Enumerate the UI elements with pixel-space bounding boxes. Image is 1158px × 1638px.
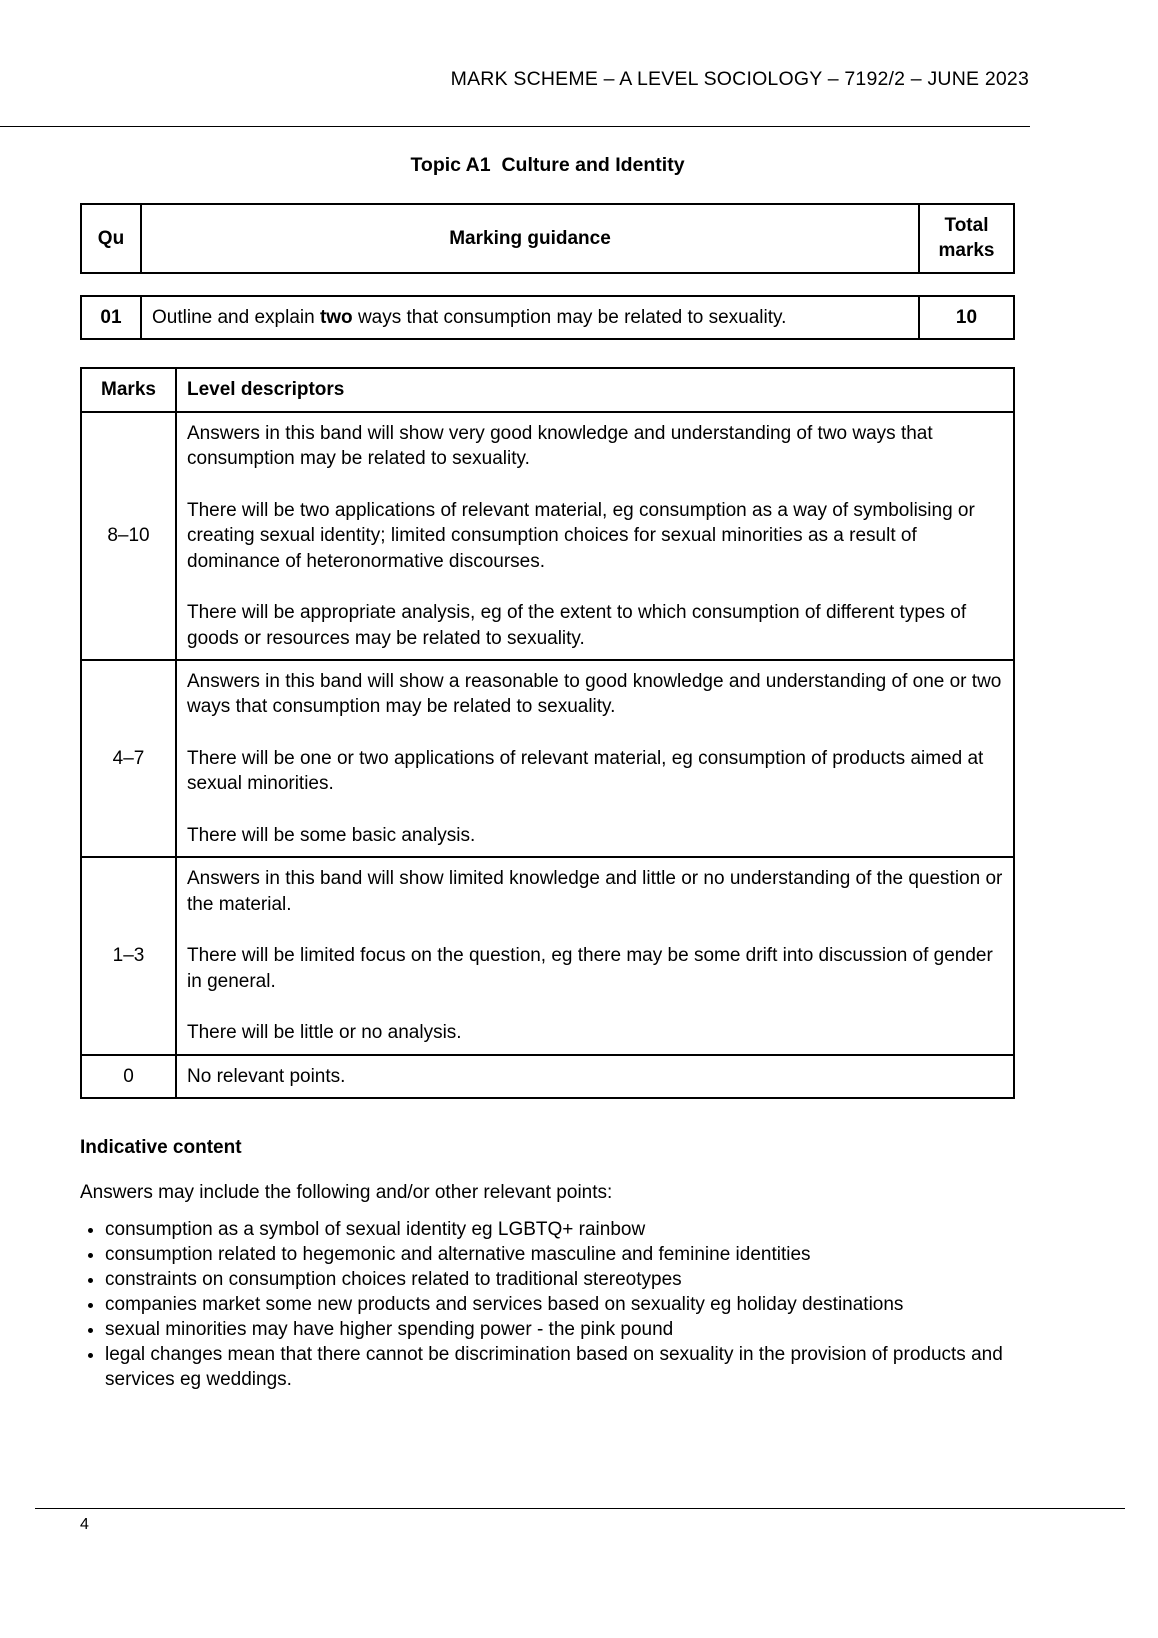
question-text-cell [141,296,919,339]
level-descriptor [176,857,1014,1054]
descriptor-paragraph: Answers in this band will show very good knowledge and understanding of two ways that consumption may be related to sexuality. [187,422,933,470]
indicative-bullet: • legal changes mean that there cannot be discrimination based on sexuality in the provision of products and services eg weddings. [105,1342,1015,1392]
level-row-0 [81,1055,1014,1098]
level-descriptor [176,412,1014,660]
level-row-4-7 [81,660,1014,857]
descriptor-paragraph: There will be limited focus on the question, eg there may be some drift into discussion of gender in general. [187,945,993,992]
level-row-8-10 [81,412,1014,660]
descriptor-paragraph: There will be two applications of relevant material, eg consumption as a way of symbolising or creating sexual identity; limited consumption choices for sexual minorities as a result of dominance of heteronormative discourses. [187,499,975,572]
marks-header-cell: Marks [81,368,176,411]
header-title: MARK SCHEME – A LEVEL SOCIOLOGY – 7192/2 – JUNE 2023 [450,68,1029,90]
topic-title: Topic A1 Culture and Identity [410,154,685,176]
level-descriptor [176,1055,1014,1098]
level-marks: 8–10 [81,412,176,660]
question-table [80,295,1015,340]
marking-guidance-header-cell: Marking guidance [141,204,919,273]
descriptor-paragraph: There will be one or two applications of relevant material, eg consumption of products aimed at sexual minorities. [187,747,984,795]
question-number-cell: 01 [81,296,141,339]
level-descriptors-table [80,367,1015,1099]
descriptor-paragraph: Answers in this band will show limited knowledge and little or no understanding of the question or the material. [187,868,1003,915]
level-marks: 0 [81,1055,176,1098]
indicative-bullet: • consumption related to hegemonic and alternative masculine and feminine identities [105,1242,1015,1267]
descriptor-paragraph: Answers in this band will show a reasonable to good knowledge and understanding of one or two ways that consumption may be related to sexuality. [187,670,1002,718]
guidance-header-row [81,204,1014,273]
question-row [81,296,1014,339]
descriptor-paragraph: There will be little or no analysis. [187,1022,462,1044]
descriptor-paragraph: There will be some basic analysis. [187,824,476,846]
total-marks-header-cell: Total marks [919,204,1014,273]
question-text-suffix: ways that consumption may be related to sexuality. [352,306,787,328]
question-total-marks-cell: 10 [919,296,1014,339]
level-marks: 4–7 [81,660,176,857]
footer-rule [35,1508,1125,1509]
indicative-bullet-list [80,1217,1015,1393]
indicative-bullet: • constraints on consumption choices related to traditional stereotypes [105,1267,1015,1292]
level-row-1-3 [81,857,1014,1054]
question-text-bold: two [319,306,353,328]
document-header [80,68,1029,91]
descriptor-paragraph: There will be appropriate analysis, eg of the extent to which consumption of different types of goods or resources may be related to sexuality. [187,602,967,649]
indicative-bullet: • companies market some new products and services based on sexuality eg holiday destinations [105,1292,1015,1317]
header-rule [0,126,1030,127]
marking-guidance-header-table [80,203,1015,274]
level-marks: 1–3 [81,857,176,1054]
indicative-bullet: • consumption as a symbol of sexual identity eg LGBTQ+ rainbow [105,1217,1015,1242]
levels-header-row [81,368,1014,411]
indicative-intro: Answers may include the following and/or other relevant points: [80,1181,613,1203]
indicative-content-heading: Indicative content [80,1136,242,1158]
question-text-prefix: Outline and explain [152,306,320,328]
descriptor-paragraph: No relevant points. [187,1065,346,1087]
page-number: 4 [80,1516,89,1533]
qu-header-cell: Qu [81,204,141,273]
level-descriptor [176,660,1014,857]
indicative-bullet: • sexual minorities may have higher spending power - the pink pound [105,1317,1015,1342]
level-descriptors-header-cell: Level descriptors [176,368,1014,411]
